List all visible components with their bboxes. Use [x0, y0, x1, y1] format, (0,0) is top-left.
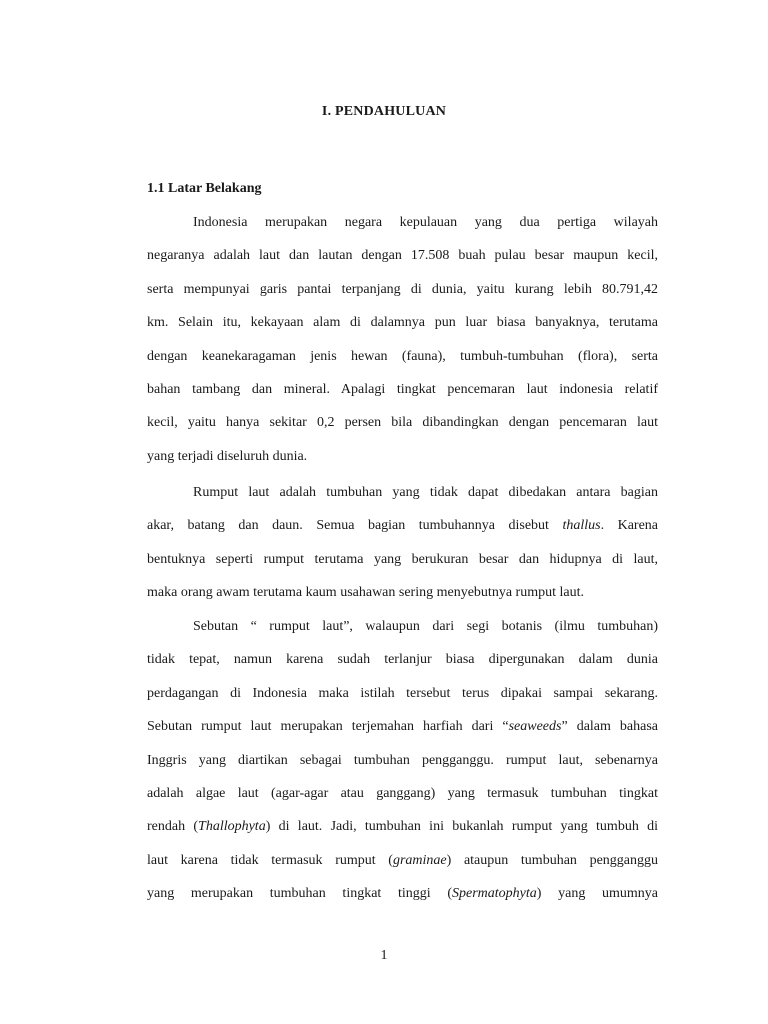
paragraph-line: tidak tepat, namun karena sudah terlanjur biasa dipergunakan dalam dunia — [147, 652, 658, 668]
text-run: ” dalam bahasa — [561, 719, 658, 735]
paragraph-line: km. Selain itu, kekayaan alam di dalamnya pun luar biasa banyaknya, terutama — [147, 315, 658, 331]
paragraph-line: dengan keanekaragaman jenis hewan (fauna), tumbuh-tumbuhan (flora), serta — [147, 348, 658, 364]
text-run: rendah ( — [147, 819, 199, 835]
page-number: 1 — [380, 948, 388, 963]
chapter-title: I. PENDAHULUAN — [321, 104, 447, 119]
italic-term: thallus — [562, 518, 601, 534]
italic-term: graminae — [392, 852, 447, 868]
italic-term: seaweeds — [508, 719, 562, 735]
paragraph-line: Indonesia merupakan negara kepulauan yang dua pertiga wilayah — [193, 215, 658, 230]
text-run: ) di laut. Jadi, tumbuhan ini bukanlah rumput yang tumbuh di — [265, 819, 658, 835]
text-run: ) yang umumnya — [536, 886, 658, 902]
paragraph-line: Rumput laut adalah tumbuhan yang tidak dapat dibedakan antara bagian — [193, 485, 658, 500]
text-run: akar, batang dan daun. Semua bagian tumbuhannya disebut — [147, 518, 563, 534]
paragraph-line: adalah algae laut (agar-agar atau ganggang) yang termasuk tumbuhan tingkat — [147, 785, 658, 801]
paragraph-line — [147, 846, 658, 879]
text-run: ) ataupun tumbuhan pengganggu — [446, 852, 658, 868]
paragraph-line: serta mempunyai garis pantai terpanjang di dunia, yaitu kurang lebih 80.791,42 — [147, 281, 658, 297]
paragraph-line: bahan tambang dan mineral. Apalagi tingkat pencemaran laut indonesia relatif — [147, 381, 658, 397]
text-run: yang merupakan tumbuhan tingkat tinggi ( — [147, 886, 452, 902]
text-run: . Karena — [600, 518, 659, 534]
italic-term: Spermatophyta — [452, 886, 537, 902]
paragraph-line: Inggris yang diartikan sebagai tumbuhan pengganggu. rumput laut, sebenarnya — [147, 752, 658, 768]
paragraph-line: yang terjadi diseluruh dunia. — [147, 448, 308, 464]
paragraph-line: Sebutan “ rumput laut”, walaupun dari segi botanis (ilmu tumbuhan) — [193, 619, 658, 634]
paragraph-line: kecil, yaitu hanya sekitar 0,2 persen bila dibandingkan dengan pencemaran laut — [147, 415, 658, 431]
paragraph-2 — [147, 478, 658, 612]
italic-term: Thallophyta — [198, 819, 266, 835]
paragraph-line: negaranya adalah laut dan lautan dengan 17.508 buah pulau besar maupun kecil, — [147, 248, 658, 264]
paragraph-line — [147, 511, 658, 544]
paragraph-line — [147, 812, 658, 845]
paragraph-1 — [147, 208, 658, 475]
paragraph-line: perdagangan di Indonesia maka istilah tersebut terus dipakai sampai sekarang. — [147, 685, 658, 701]
paragraph-line: bentuknya seperti rumput terutama yang berukuran besar dan hidupnya di laut, — [147, 551, 658, 567]
paragraph-line — [147, 712, 658, 745]
section-heading: 1.1 Latar Belakang — [147, 181, 262, 196]
text-run: laut karena tidak termasuk rumput ( — [147, 852, 393, 868]
paragraph-line: maka orang awam terutama kaum usahawan sering menyebutnya rumput laut. — [147, 585, 584, 601]
paragraph-3 — [147, 612, 658, 913]
paragraph-line — [147, 879, 658, 912]
text-run: Sebutan rumput laut merupakan terjemahan harfiah dari “ — [147, 719, 509, 735]
